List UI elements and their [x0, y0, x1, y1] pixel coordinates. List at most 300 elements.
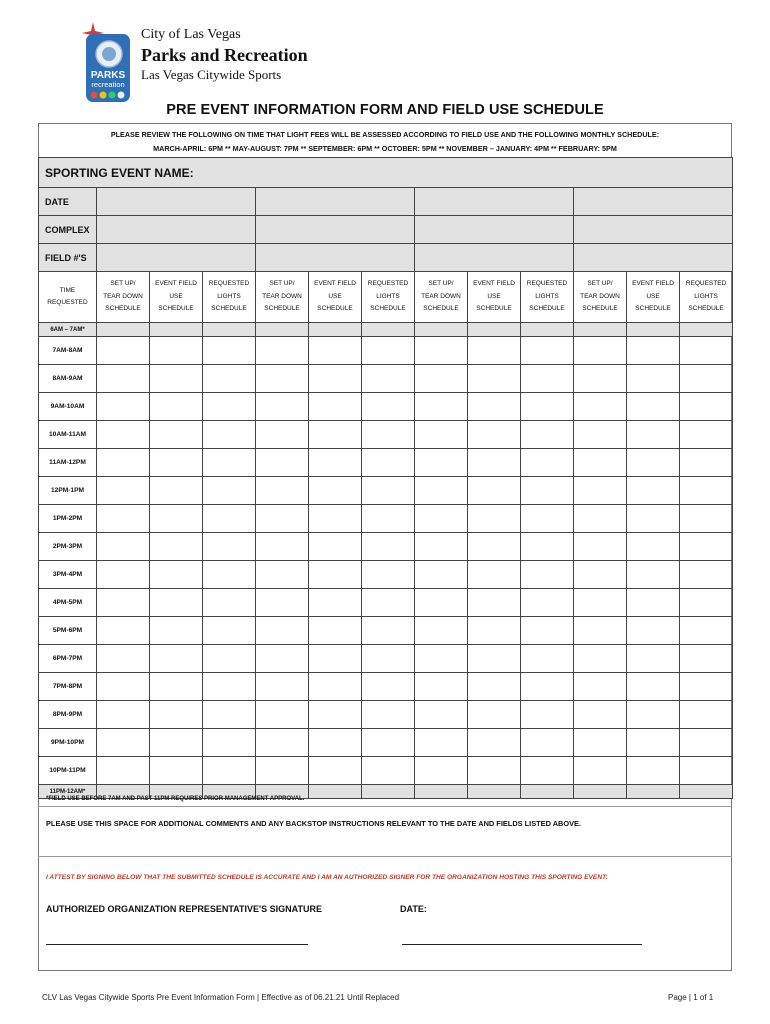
schedule-cell[interactable] — [468, 617, 521, 645]
schedule-cell[interactable] — [362, 365, 415, 393]
schedule-cell[interactable] — [362, 393, 415, 421]
schedule-cell[interactable] — [468, 421, 521, 449]
field-numbers-label: FIELD #'S — [39, 244, 97, 272]
schedule-cell[interactable] — [627, 757, 680, 785]
time-slot-label: 10PM-11PM — [39, 757, 97, 785]
schedule-cell[interactable] — [521, 561, 574, 589]
schedule-cell[interactable] — [362, 617, 415, 645]
schedule-cell[interactable] — [150, 393, 203, 421]
schedule-cell[interactable] — [150, 477, 203, 505]
schedule-cell[interactable] — [415, 337, 468, 365]
schedule-cell[interactable] — [415, 757, 468, 785]
schedule-cell[interactable] — [521, 505, 574, 533]
time-slot-row — [39, 365, 733, 393]
setup-teardown-header — [97, 272, 150, 323]
schedule-cell[interactable] — [574, 729, 627, 757]
schedule-cell[interactable] — [362, 421, 415, 449]
schedule-cell[interactable] — [150, 589, 203, 617]
time-slot-label: 7AM-8AM — [39, 337, 97, 365]
schedule-cell[interactable] — [468, 785, 521, 799]
schedule-cell[interactable] — [521, 533, 574, 561]
event-field-use-header-text: USE — [169, 292, 183, 300]
schedule-cell[interactable] — [521, 365, 574, 393]
schedule-cell[interactable] — [309, 505, 362, 533]
setup-teardown-header-text: SET UP/ — [110, 280, 136, 288]
schedule-cell[interactable] — [627, 673, 680, 701]
schedule-cell[interactable] — [256, 757, 309, 785]
schedule-cell[interactable] — [521, 421, 574, 449]
schedule-cell[interactable] — [150, 673, 203, 701]
svg-text:recreation: recreation — [91, 80, 125, 89]
schedule-cell[interactable] — [468, 337, 521, 365]
schedule-cell[interactable] — [362, 673, 415, 701]
divider — [38, 806, 732, 807]
time-slot-row — [39, 561, 733, 589]
schedule-cell[interactable] — [627, 561, 680, 589]
complex-entry-group-2[interactable] — [256, 216, 415, 244]
schedule-cell[interactable] — [256, 729, 309, 757]
schedule-cell[interactable] — [521, 785, 574, 799]
schedule-cell[interactable] — [415, 645, 468, 673]
schedule-cell[interactable] — [203, 701, 256, 729]
schedule-cell[interactable] — [574, 617, 627, 645]
schedule-cell[interactable] — [468, 477, 521, 505]
schedule-cell[interactable] — [97, 533, 150, 561]
schedule-cell[interactable] — [309, 337, 362, 365]
schedule-cell[interactable] — [256, 505, 309, 533]
schedule-cell[interactable] — [468, 757, 521, 785]
schedule-cell[interactable] — [468, 365, 521, 393]
schedule-cell[interactable] — [415, 393, 468, 421]
schedule-cell[interactable] — [680, 785, 733, 799]
time-slot-label: 11AM-12PM — [39, 449, 97, 477]
event-field-use-header — [309, 272, 362, 323]
fields-entry-group-1[interactable] — [97, 244, 256, 272]
schedule-cell[interactable] — [627, 421, 680, 449]
schedule-cell[interactable] — [521, 673, 574, 701]
schedule-cell[interactable] — [309, 617, 362, 645]
schedule-cell[interactable] — [627, 323, 680, 337]
schedule-cell[interactable] — [680, 757, 733, 785]
time-slot-label: 7PM-8PM — [39, 673, 97, 701]
time-slot-label: 1PM-2PM — [39, 505, 97, 533]
schedule-cell[interactable] — [468, 645, 521, 673]
schedule-cell[interactable] — [574, 323, 627, 337]
schedule-cell[interactable] — [468, 505, 521, 533]
setup-teardown-header-text: SET UP/ — [428, 280, 454, 288]
schedule-cell[interactable] — [256, 701, 309, 729]
schedule-cell[interactable] — [680, 645, 733, 673]
schedule-cell[interactable] — [415, 701, 468, 729]
schedule-cell[interactable] — [362, 449, 415, 477]
schedule-cell[interactable] — [415, 729, 468, 757]
schedule-cell[interactable] — [362, 757, 415, 785]
schedule-cell[interactable] — [203, 365, 256, 393]
schedule-cell[interactable] — [521, 477, 574, 505]
schedule-cell[interactable] — [680, 505, 733, 533]
schedule-cell[interactable] — [680, 561, 733, 589]
schedule-cell[interactable] — [574, 673, 627, 701]
complex-entry-group-1[interactable] — [97, 216, 256, 244]
fields-entry-group-3[interactable] — [415, 244, 574, 272]
schedule-cell[interactable] — [468, 393, 521, 421]
schedule-cell[interactable] — [256, 561, 309, 589]
schedule-cell[interactable] — [309, 365, 362, 393]
schedule-cell[interactable] — [627, 785, 680, 799]
schedule-cell[interactable] — [150, 561, 203, 589]
schedule-cell[interactable] — [415, 477, 468, 505]
schedule-cell[interactable] — [574, 365, 627, 393]
schedule-cell[interactable] — [680, 477, 733, 505]
schedule-cell[interactable] — [97, 729, 150, 757]
schedule-cell[interactable] — [97, 561, 150, 589]
schedule-cell[interactable] — [627, 337, 680, 365]
date-entry-group-2[interactable] — [256, 188, 415, 216]
schedule-cell[interactable] — [468, 673, 521, 701]
schedule-cell[interactable] — [203, 645, 256, 673]
schedule-cell[interactable] — [97, 421, 150, 449]
schedule-cell[interactable] — [574, 701, 627, 729]
schedule-cell[interactable] — [415, 533, 468, 561]
time-slot-label: 2PM-3PM — [39, 533, 97, 561]
time-slot-row — [39, 701, 733, 729]
schedule-cell[interactable] — [362, 323, 415, 337]
schedule-cell[interactable] — [309, 729, 362, 757]
schedule-cell[interactable] — [309, 323, 362, 337]
schedule-cell[interactable] — [362, 589, 415, 617]
schedule-cell[interactable] — [150, 729, 203, 757]
schedule-cell[interactable] — [309, 785, 362, 799]
schedule-cell[interactable] — [203, 449, 256, 477]
schedule-cell[interactable] — [574, 561, 627, 589]
time-slot-row — [39, 323, 733, 337]
schedule-cell[interactable] — [574, 785, 627, 799]
schedule-cell[interactable] — [150, 617, 203, 645]
event-field-use-header-text: EVENT FIELD — [473, 280, 515, 288]
schedule-cell[interactable] — [468, 449, 521, 477]
schedule-cell[interactable] — [574, 505, 627, 533]
setup-teardown-header-text: SET UP/ — [269, 280, 295, 288]
schedule-cell[interactable] — [415, 365, 468, 393]
schedule-cell[interactable] — [309, 757, 362, 785]
schedule-cell[interactable] — [97, 617, 150, 645]
time-slot-row — [39, 477, 733, 505]
event-field-use-header-text: SCHEDULE — [158, 305, 194, 313]
schedule-cell[interactable] — [415, 561, 468, 589]
schedule-cell[interactable] — [309, 645, 362, 673]
schedule-cell[interactable] — [521, 449, 574, 477]
schedule-cell[interactable] — [309, 393, 362, 421]
schedule-cell[interactable] — [680, 337, 733, 365]
schedule-cell[interactable] — [97, 645, 150, 673]
schedule-cell[interactable] — [627, 645, 680, 673]
schedule-cell[interactable] — [680, 729, 733, 757]
schedule-cell[interactable] — [203, 757, 256, 785]
time-slot-row — [39, 757, 733, 785]
schedule-cell[interactable] — [521, 757, 574, 785]
schedule-cell[interactable] — [203, 589, 256, 617]
schedule-cell[interactable] — [574, 337, 627, 365]
schedule-cell[interactable] — [256, 323, 309, 337]
schedule-cell[interactable] — [150, 533, 203, 561]
requested-lights-header-text: REQUESTED — [367, 280, 409, 288]
schedule-cell[interactable] — [574, 645, 627, 673]
schedule-cell[interactable] — [256, 365, 309, 393]
complex-entry-group-3[interactable] — [415, 216, 574, 244]
schedule-cell[interactable] — [680, 421, 733, 449]
schedule-cell[interactable] — [468, 323, 521, 337]
time-slot-row — [39, 449, 733, 477]
schedule-cell[interactable] — [468, 729, 521, 757]
time-slot-label: 8AM-9AM — [39, 365, 97, 393]
schedule-cell[interactable] — [574, 533, 627, 561]
schedule-cell[interactable] — [256, 337, 309, 365]
schedule-cell[interactable] — [468, 701, 521, 729]
schedule-cell[interactable] — [256, 673, 309, 701]
requested-lights-header-text: SCHEDULE — [529, 305, 565, 313]
schedule-cell[interactable] — [256, 533, 309, 561]
schedule-cell[interactable] — [362, 561, 415, 589]
schedule-cell[interactable] — [415, 785, 468, 799]
schedule-cell[interactable] — [97, 757, 150, 785]
requested-lights-header-text: SCHEDULE — [370, 305, 406, 313]
schedule-cell[interactable] — [203, 477, 256, 505]
schedule-cell[interactable] — [97, 337, 150, 365]
schedule-cell[interactable] — [521, 701, 574, 729]
time-slot-row — [39, 505, 733, 533]
schedule-cell[interactable] — [309, 421, 362, 449]
time-slot-label: 8PM-9PM — [39, 701, 97, 729]
time-slot-label: 9AM-10AM — [39, 393, 97, 421]
event-field-use-header-text: USE — [487, 292, 501, 300]
setup-teardown-header-text: SCHEDULE — [105, 305, 141, 313]
schedule-cell[interactable] — [521, 617, 574, 645]
schedule-cell[interactable] — [521, 645, 574, 673]
event-field-use-header-text: EVENT FIELD — [632, 280, 674, 288]
schedule-cell[interactable] — [574, 449, 627, 477]
schedule-cell[interactable] — [574, 477, 627, 505]
schedule-cell[interactable] — [309, 701, 362, 729]
schedule-cell[interactable] — [627, 449, 680, 477]
complex-entry-group-4[interactable] — [574, 216, 733, 244]
schedule-cell[interactable] — [627, 393, 680, 421]
schedule-cell[interactable] — [574, 421, 627, 449]
footer-page-number: Page | 1 of 1 — [668, 993, 714, 1002]
event-field-use-header-text: EVENT FIELD — [314, 280, 356, 288]
schedule-cell[interactable] — [521, 337, 574, 365]
schedule-cell[interactable] — [203, 617, 256, 645]
time-slot-row — [39, 533, 733, 561]
schedule-cell[interactable] — [97, 673, 150, 701]
schedule-cell[interactable] — [309, 589, 362, 617]
schedule-cell[interactable] — [309, 673, 362, 701]
schedule-cell[interactable] — [97, 701, 150, 729]
schedule-cell[interactable] — [203, 337, 256, 365]
organization-name: City of Las Vegas — [141, 27, 241, 42]
setup-teardown-header-text: SCHEDULE — [264, 305, 300, 313]
setup-teardown-header-text: SCHEDULE — [582, 305, 618, 313]
schedule-cell[interactable] — [521, 393, 574, 421]
schedule-cell[interactable] — [309, 449, 362, 477]
schedule-cell[interactable] — [256, 449, 309, 477]
requested-lights-header — [362, 272, 415, 323]
schedule-cell[interactable] — [415, 421, 468, 449]
schedule-cell[interactable] — [150, 645, 203, 673]
schedule-cell[interactable] — [627, 589, 680, 617]
schedule-cell[interactable] — [680, 589, 733, 617]
schedule-cell[interactable] — [680, 673, 733, 701]
date-entry-group-3[interactable] — [415, 188, 574, 216]
event-field-use-header-text: EVENT FIELD — [155, 280, 197, 288]
schedule-cell[interactable] — [150, 365, 203, 393]
notice-line-2: MARCH-APRIL: 6PM ** MAY-AUGUST: 7PM ** SEPTEMBER: 6PM ** OCTOBER: 5PM ** NOVEMBER – JANUARY: 4PM ** FEBRUARY: 5PM — [153, 144, 617, 153]
schedule-cell[interactable] — [362, 729, 415, 757]
schedule-cell[interactable] — [680, 365, 733, 393]
time-slot-label: 11PM-12AM* — [39, 785, 97, 799]
schedule-cell[interactable] — [415, 323, 468, 337]
schedule-cell[interactable] — [680, 323, 733, 337]
requested-lights-header — [521, 272, 574, 323]
date-entry-group-4[interactable] — [574, 188, 733, 216]
schedule-cell[interactable] — [256, 589, 309, 617]
schedule-cell[interactable] — [97, 365, 150, 393]
setup-teardown-header-text: SET UP/ — [587, 280, 613, 288]
schedule-cell[interactable] — [362, 785, 415, 799]
attestation-statement: I ATTEST BY SIGNING BELOW THAT THE SUBMITTED SCHEDULE IS ACCURATE AND I AM AN AUTHORIZED SIGNER FOR THE ORGANIZATION HOSTING THIS SPORTING EVENT: — [46, 874, 608, 881]
schedule-cell[interactable] — [203, 323, 256, 337]
schedule-cell[interactable] — [468, 533, 521, 561]
schedule-cell[interactable] — [627, 729, 680, 757]
schedule-cell[interactable] — [150, 323, 203, 337]
event-field-use-header-text: SCHEDULE — [635, 305, 671, 313]
schedule-cell[interactable] — [256, 421, 309, 449]
requested-lights-header-text: REQUESTED — [208, 280, 250, 288]
fields-entry-group-4[interactable] — [574, 244, 733, 272]
signature-line[interactable] — [46, 944, 308, 945]
setup-teardown-header-text: TEAR DOWN — [421, 292, 461, 300]
schedule-cell[interactable] — [362, 505, 415, 533]
schedule-cell[interactable] — [256, 477, 309, 505]
schedule-cell[interactable] — [309, 533, 362, 561]
schedule-cell[interactable] — [362, 701, 415, 729]
schedule-cell[interactable] — [521, 323, 574, 337]
schedule-cell[interactable] — [521, 729, 574, 757]
schedule-cell[interactable] — [203, 533, 256, 561]
schedule-cell[interactable] — [150, 449, 203, 477]
requested-lights-header-text: SCHEDULE — [688, 305, 724, 313]
schedule-cell[interactable] — [150, 505, 203, 533]
schedule-cell[interactable] — [574, 589, 627, 617]
schedule-cell[interactable] — [97, 449, 150, 477]
schedule-cell[interactable] — [309, 561, 362, 589]
time-slot-row — [39, 421, 733, 449]
schedule-cell[interactable] — [203, 673, 256, 701]
event-field-use-header-text: SCHEDULE — [317, 305, 353, 313]
schedule-cell[interactable] — [627, 477, 680, 505]
schedule-cell[interactable] — [680, 393, 733, 421]
schedule-cell[interactable] — [256, 393, 309, 421]
schedule-cell[interactable] — [680, 449, 733, 477]
time-slot-label: 6PM-7PM — [39, 645, 97, 673]
date-entry-group-1[interactable] — [97, 188, 256, 216]
schedule-cell[interactable] — [97, 589, 150, 617]
program-name: Las Vegas Citywide Sports — [141, 67, 282, 82]
schedule-cell[interactable] — [203, 505, 256, 533]
requested-lights-header — [680, 272, 733, 323]
sporting-event-name-field[interactable]: SPORTING EVENT NAME: — [39, 158, 733, 188]
schedule-cell[interactable] — [627, 701, 680, 729]
time-requested-header: TIME REQUESTED — [39, 272, 97, 323]
time-slot-row — [39, 337, 733, 365]
schedule-cell[interactable] — [256, 645, 309, 673]
event-field-use-header — [468, 272, 521, 323]
schedule-cell[interactable] — [150, 421, 203, 449]
form-title: PRE EVENT INFORMATION FORM AND FIELD USE SCHEDULE — [166, 102, 604, 118]
schedule-cell[interactable] — [627, 505, 680, 533]
schedule-cell[interactable] — [150, 701, 203, 729]
schedule-cell[interactable] — [362, 477, 415, 505]
schedule-cell[interactable] — [574, 757, 627, 785]
fields-entry-group-2[interactable] — [256, 244, 415, 272]
schedule-cell[interactable] — [203, 421, 256, 449]
schedule-cell[interactable] — [415, 617, 468, 645]
requested-lights-header-text: SCHEDULE — [211, 305, 247, 313]
schedule-cell[interactable] — [150, 757, 203, 785]
requested-lights-header-text: LIGHTS — [217, 292, 241, 300]
requested-lights-header — [203, 272, 256, 323]
schedule-cell[interactable] — [309, 477, 362, 505]
schedule-cell[interactable] — [680, 701, 733, 729]
footer-document-info: CLV Las Vegas Citywide Sports Pre Event Information Form | Effective as of 06.21.21 Until Replaced — [42, 993, 400, 1002]
field-use-schedule-table — [38, 157, 733, 799]
schedule-cell[interactable] — [97, 505, 150, 533]
setup-teardown-header-text: TEAR DOWN — [103, 292, 143, 300]
schedule-cell[interactable] — [415, 449, 468, 477]
schedule-cell[interactable] — [521, 589, 574, 617]
schedule-cell[interactable] — [97, 393, 150, 421]
schedule-cell[interactable] — [627, 365, 680, 393]
schedule-cell[interactable] — [97, 323, 150, 337]
schedule-cell[interactable] — [97, 477, 150, 505]
schedule-cell[interactable] — [203, 729, 256, 757]
time-slot-row — [39, 673, 733, 701]
event-field-use-header — [627, 272, 680, 323]
schedule-cell[interactable] — [680, 533, 733, 561]
schedule-cell[interactable] — [468, 589, 521, 617]
schedule-cell[interactable] — [256, 617, 309, 645]
schedule-cell[interactable] — [468, 561, 521, 589]
schedule-cell[interactable] — [415, 673, 468, 701]
requested-lights-header-text: REQUESTED — [685, 280, 727, 288]
schedule-cell[interactable] — [627, 617, 680, 645]
requested-lights-header-text: REQUESTED — [526, 280, 568, 288]
schedule-cell[interactable] — [680, 617, 733, 645]
schedule-cell[interactable] — [627, 533, 680, 561]
schedule-cell[interactable] — [362, 645, 415, 673]
schedule-cell[interactable] — [203, 561, 256, 589]
schedule-cell[interactable] — [362, 533, 415, 561]
schedule-cell[interactable] — [415, 589, 468, 617]
signature-date-line[interactable] — [402, 944, 642, 945]
divider — [38, 856, 732, 857]
schedule-cell[interactable] — [574, 393, 627, 421]
schedule-cell[interactable] — [362, 337, 415, 365]
schedule-cell[interactable] — [150, 337, 203, 365]
schedule-cell[interactable] — [203, 393, 256, 421]
setup-teardown-header — [256, 272, 309, 323]
schedule-cell[interactable] — [415, 505, 468, 533]
time-slot-row — [39, 645, 733, 673]
